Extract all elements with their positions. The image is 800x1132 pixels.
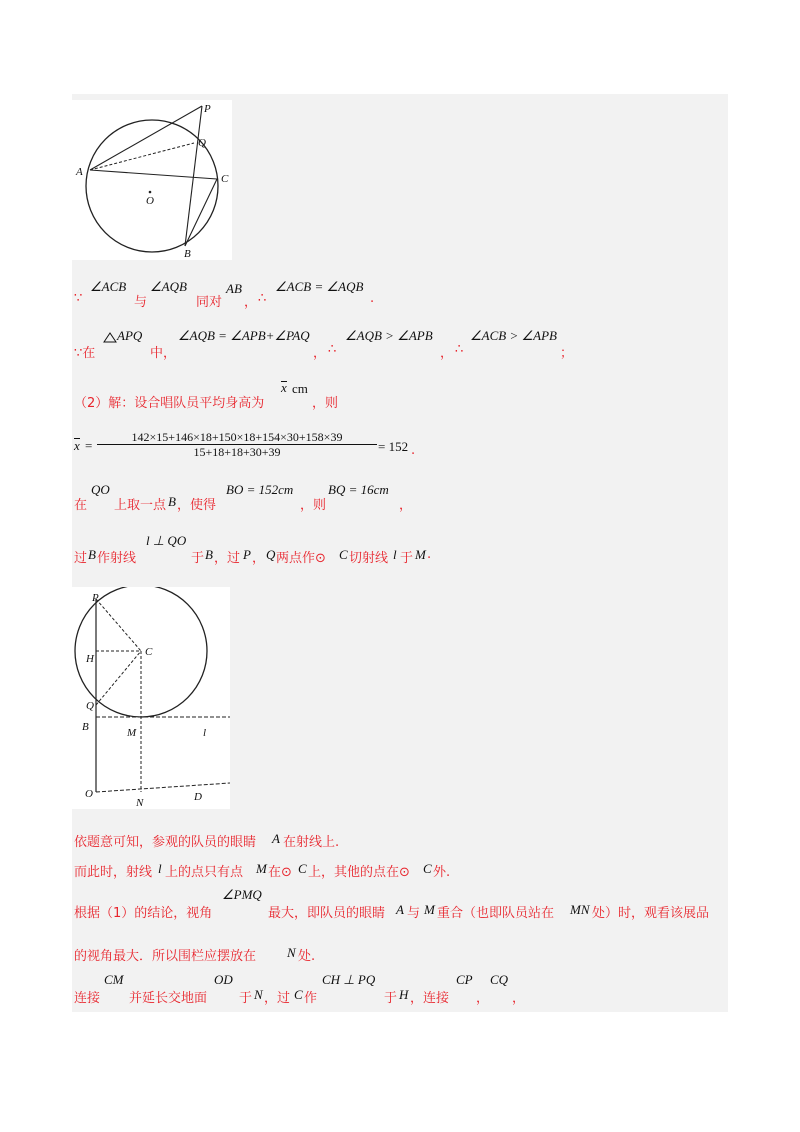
triangle-apq: APQ xyxy=(117,328,143,343)
comma: ， xyxy=(252,551,266,566)
para5-make: 作 xyxy=(304,991,318,1006)
at-text: 在 xyxy=(74,498,88,513)
label-m: M xyxy=(127,727,137,739)
figure-circle-abc-svg xyxy=(72,100,232,260)
xbar-symbol: x xyxy=(281,380,287,395)
point-b: B xyxy=(168,494,176,509)
ray-l: l xyxy=(393,547,397,562)
with-text: 与 xyxy=(134,295,148,310)
label-p: P xyxy=(204,103,211,115)
para5-extend-text: 并延长交地面 xyxy=(129,991,208,1006)
para3-text-3: 与 xyxy=(407,906,421,921)
then-text: ，则 xyxy=(300,498,327,513)
triangle-symbol xyxy=(103,331,117,343)
segment-cq: CQ xyxy=(490,972,509,987)
label-a: A xyxy=(76,166,83,178)
therefore-symbol: ∴ xyxy=(258,291,267,306)
label-b: B xyxy=(82,721,89,733)
comma: ， xyxy=(476,991,490,1006)
label-o: O xyxy=(85,788,93,800)
para4-text: 的视角最大．所以围栏应摆放在 xyxy=(74,949,257,964)
label-q: Q xyxy=(86,700,94,712)
para5-connect: 连接 xyxy=(74,991,101,1006)
at-text-2: 于 xyxy=(400,551,414,566)
formula-xbar: x xyxy=(74,438,80,453)
label-n: N xyxy=(136,797,144,809)
point-a: A xyxy=(272,831,280,846)
equality-expression: ∠ACB = ∠AQB xyxy=(275,279,364,294)
through-text-2: ，过 xyxy=(214,551,241,566)
label-q: Q xyxy=(198,137,206,149)
para5-connect-2: ，连接 xyxy=(410,991,450,1006)
point-n: N xyxy=(287,945,296,960)
figure-tangent-circle xyxy=(72,587,230,809)
segment-qo: QO xyxy=(91,482,110,497)
arc-ab: AB xyxy=(226,281,242,296)
same-arc-text: 同对 xyxy=(196,295,223,310)
para5-through: ，过 xyxy=(264,991,291,1006)
period: . xyxy=(427,547,432,562)
segment-cm: CM xyxy=(104,972,124,987)
bo-expression: BO = 152cm xyxy=(226,482,294,497)
separator: ， xyxy=(313,346,327,361)
para3-text-4: 重合（也即队员站在 xyxy=(437,906,555,921)
label-d: D xyxy=(194,791,202,803)
middle-text: 中， xyxy=(150,346,177,361)
para5-at: 于 xyxy=(239,991,253,1006)
para2-text: 而此时，射线 xyxy=(74,865,153,880)
separator-2: ， xyxy=(440,346,454,361)
point-c: C xyxy=(294,987,303,1002)
bq-expression: BQ = 16cm xyxy=(328,482,389,497)
take-point-text: 上取一点 xyxy=(114,498,167,513)
fraction-denominator: 15+18+18+30+39 xyxy=(193,445,281,459)
angle-acb: ∠ACB xyxy=(90,279,127,294)
para1-text: 依题意可知，参观的队员的眼睛 xyxy=(74,835,257,850)
label-h: H xyxy=(86,653,94,665)
period: . xyxy=(370,291,375,306)
figure-circle-abc xyxy=(72,100,232,260)
point-m: M xyxy=(256,861,267,876)
inequality-2: ∠ACB > ∠APB xyxy=(470,328,557,343)
therefore-symbol: ∴ xyxy=(328,342,337,357)
comma-end: ， xyxy=(512,991,526,1006)
part2-intro: （2）解：设合唱队员平均身高为 xyxy=(74,396,265,411)
point-c: C xyxy=(298,861,307,876)
label-b: B xyxy=(184,248,191,260)
segment-od: OD xyxy=(214,972,233,987)
semicolon: ； xyxy=(560,346,574,361)
angle-pmq: ∠PMQ xyxy=(222,887,262,902)
comma: ， xyxy=(399,498,413,513)
formula-eq: = xyxy=(85,438,93,453)
formula-period: . xyxy=(411,443,416,458)
label-l: l xyxy=(203,727,207,739)
point-m: M xyxy=(415,547,426,562)
make-ray-text: 作射线 xyxy=(97,551,137,566)
point-c-2: C xyxy=(423,861,432,876)
para2-text-5: 外. xyxy=(433,865,451,880)
formula-fraction xyxy=(97,430,377,460)
para3-text-2: 最大，即队员的眼睛 xyxy=(268,906,386,921)
perpendicular-ch-pq: CH ⊥ PQ xyxy=(322,972,376,987)
para2-text-2: 上的点只有点 xyxy=(165,865,244,880)
para2-text-3: 在⊙ xyxy=(268,865,292,880)
tangent-ray-text: 切射线 xyxy=(349,551,389,566)
para3-text: 根据（1）的结论，视角 xyxy=(74,906,213,921)
label-o: O xyxy=(146,195,154,207)
label-c: C xyxy=(221,173,229,185)
point-b-2: B xyxy=(205,547,213,562)
such-that-text: ，使得 xyxy=(177,498,217,513)
angle-sum-expression: ∠AQB = ∠APB+∠PAQ xyxy=(178,328,310,343)
point-c: C xyxy=(339,547,348,562)
label-c: C xyxy=(145,646,153,658)
ray-l: l xyxy=(158,861,162,876)
point-b: B xyxy=(88,547,96,562)
segment-mn: MN xyxy=(570,902,590,917)
perpendicular-expression: l ⊥ QO xyxy=(146,533,187,548)
segment-cp: CP xyxy=(456,972,473,987)
para4-text-end: 处. xyxy=(298,949,316,964)
para2-text-4: 上，其他的点在⊙ xyxy=(308,865,410,880)
formula-result: = 152 xyxy=(378,439,409,454)
label-p: P xyxy=(92,592,99,604)
figure-tangent-circle-svg xyxy=(72,587,230,809)
angle-aqb: ∠AQB xyxy=(150,279,187,294)
because-symbol: ∵ xyxy=(74,291,83,306)
inequality-1: ∠AQB > ∠APB xyxy=(345,328,433,343)
because-in-text: ∵在 xyxy=(74,346,96,361)
at-text: 于 xyxy=(191,551,205,566)
point-a: A xyxy=(396,902,404,917)
para1-text-end: 在射线上. xyxy=(283,835,340,850)
therefore-symbol-2: ∴ xyxy=(455,342,464,357)
point-m: M xyxy=(424,902,435,917)
point-h: H xyxy=(399,987,409,1002)
point-n: N xyxy=(254,987,263,1002)
point-p: P xyxy=(243,547,251,562)
two-points-text: 两点作⊙ xyxy=(276,551,326,566)
through-text: 过 xyxy=(74,551,88,566)
point-q: Q xyxy=(266,547,276,562)
unit-cm: cm xyxy=(292,381,308,396)
para3-text-5: 处）时，观看该展品 xyxy=(592,906,710,921)
fraction-numerator: 142×15+146×18+150×18+154×30+158×39 xyxy=(131,430,343,444)
then-text: ，则 xyxy=(312,396,339,411)
separator: ， xyxy=(244,295,258,310)
para5-at-2: 于 xyxy=(384,991,398,1006)
